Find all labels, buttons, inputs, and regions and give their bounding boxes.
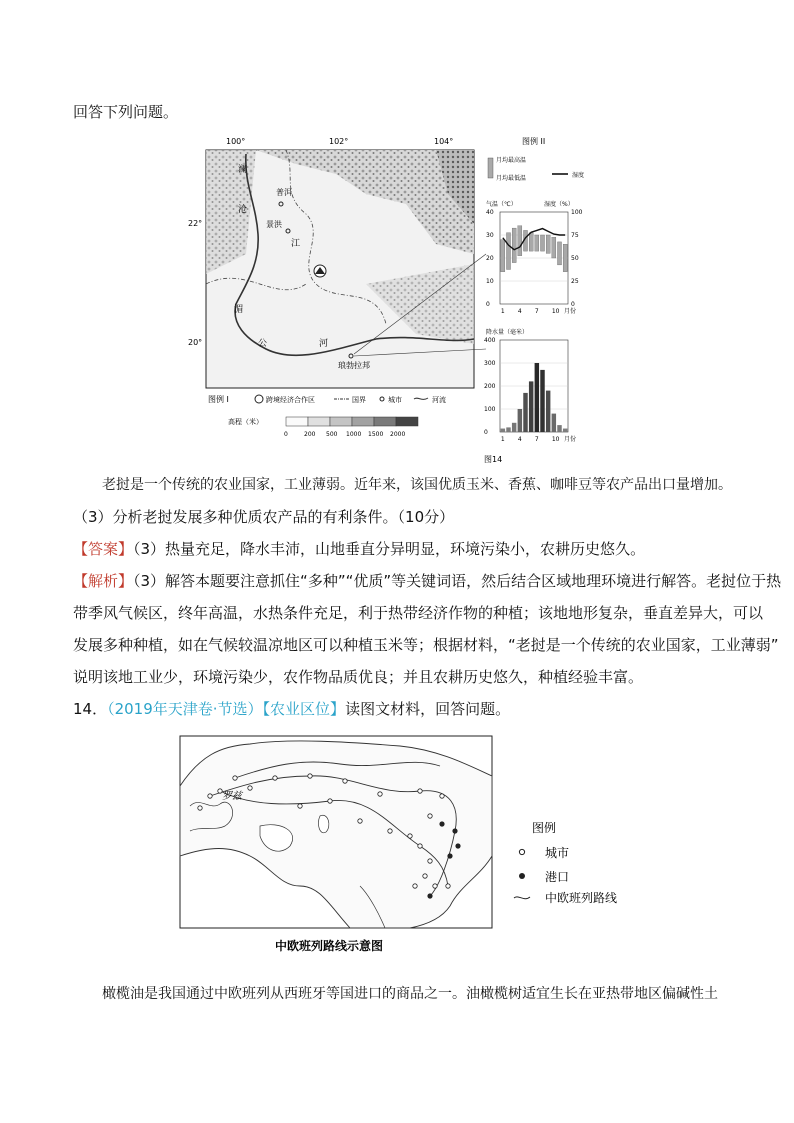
x-tick: 10 xyxy=(551,308,560,315)
temp-range-bar xyxy=(540,235,544,251)
legend1-item: 河流 xyxy=(432,396,446,404)
city-label: 普洱 xyxy=(276,188,292,197)
elevation-label: 高程（米） xyxy=(228,418,263,426)
legend-item: 港口 xyxy=(545,870,570,884)
elevation-tick: 1500 xyxy=(368,431,384,438)
precip-bar xyxy=(563,429,567,432)
x-tick: 7 xyxy=(534,436,539,443)
analysis-line: 带季风气候区，终年高温，水热条件充足，利于热带经济作物的种植；该地地形复杂，垂直差异大，可以 xyxy=(73,604,764,622)
temp-range-bar xyxy=(552,237,556,258)
city-dot xyxy=(413,884,417,888)
y-tick-right: 100 xyxy=(571,209,583,216)
y-tick-right: 0 xyxy=(571,301,575,308)
y-tick: 100 xyxy=(484,406,496,413)
x-tick: 4 xyxy=(517,308,522,315)
x-unit: 月份 xyxy=(564,308,577,315)
x-tick: 10 xyxy=(551,436,560,443)
port-dot xyxy=(439,821,444,826)
y-tick-right: 25 xyxy=(571,278,579,285)
port-dot xyxy=(452,828,457,833)
city-dot xyxy=(408,834,412,838)
map-label: 河 xyxy=(319,339,329,349)
question-tag: 【农业区位】 xyxy=(262,700,346,718)
y-tick-right: 75 xyxy=(571,232,579,239)
china-europe-railway-map xyxy=(180,736,618,960)
precip-bar xyxy=(557,425,561,432)
city-dot xyxy=(428,814,432,818)
city-dot xyxy=(358,819,362,823)
x-tick: 4 xyxy=(517,436,522,443)
city-dot xyxy=(433,884,437,888)
precip-bar xyxy=(518,409,522,432)
city-dot xyxy=(343,779,347,783)
city-dot xyxy=(380,397,384,401)
elevation-tick: 500 xyxy=(326,431,338,438)
map-label: 沧 xyxy=(238,205,248,215)
legend1-item: 跨境经济合作区 xyxy=(266,396,315,404)
figure-14-map xyxy=(186,134,486,452)
y-tick: 400 xyxy=(484,337,496,344)
y-tick-left: 0 xyxy=(486,301,490,308)
city-dot xyxy=(328,799,332,803)
city-dot xyxy=(418,789,422,793)
humidity-axis-label: 湿度（%） xyxy=(544,201,574,208)
map-label: 湄 xyxy=(234,305,244,315)
city-dot xyxy=(418,844,422,848)
city-dot xyxy=(198,806,202,810)
precip-axis-label: 降水量（毫米） xyxy=(486,329,529,336)
city-dot xyxy=(273,776,277,780)
precip-bar xyxy=(506,427,510,432)
legend2-title: 图例 II xyxy=(522,137,546,146)
elevation-tick: 0 xyxy=(284,431,288,438)
city-dot xyxy=(446,884,450,888)
temp-range-bar xyxy=(512,228,516,263)
precip-bar xyxy=(523,393,527,432)
precip-bar xyxy=(535,363,539,432)
precip-bar xyxy=(546,391,550,432)
analysis-line xyxy=(73,570,781,592)
city-label: 罗兹 xyxy=(222,791,242,802)
legend2-item: 湿度 xyxy=(572,172,585,179)
analysis-line: 说明该地工业少，环境污染少，农作物品质优良；并且农耕历史悠久，种植经验丰富。 xyxy=(73,668,644,686)
temp-range-bar xyxy=(546,235,550,253)
sea-area xyxy=(318,815,328,833)
legend1-title: 图例 I xyxy=(208,395,229,404)
lon-label: 100° xyxy=(226,137,246,146)
map-caption: 中欧班列路线示意图 xyxy=(275,939,384,953)
elevation-tick: 1000 xyxy=(346,431,362,438)
x-tick: 1 xyxy=(500,308,505,315)
material-paragraph: 橄榄油是我国通过中欧班列从西班牙等国进口的商品之一。油橄榄树适宜生长在亚热带地区偏碱性土 xyxy=(102,986,718,1002)
legend2-item: 月均最低温 xyxy=(496,175,527,182)
city-dot xyxy=(208,794,212,798)
temp-range-bar xyxy=(535,235,539,251)
question-3: （3）分析老挝发展多种优质农产品的有利条件。（10分） xyxy=(73,508,455,526)
y-tick: 0 xyxy=(484,429,488,436)
y-tick: 300 xyxy=(484,360,496,367)
x-unit: 月份 xyxy=(564,436,577,443)
analysis-text: （3）解答本题要注意抓住“多种”“优质”等关键词语，然后结合区域地理环境进行解答。老挝位于热 xyxy=(133,572,782,590)
city-dot xyxy=(378,792,382,796)
elevation-scale xyxy=(286,417,418,426)
port-dot xyxy=(427,893,432,898)
temp-range-bar xyxy=(501,240,505,272)
analysis-tag: 【解析】 xyxy=(73,572,134,590)
x-tick: 7 xyxy=(534,308,539,315)
city-dot xyxy=(388,829,392,833)
y-tick-left: 20 xyxy=(486,255,494,262)
port-dot xyxy=(447,853,452,858)
legend1-item: 国界 xyxy=(352,396,366,404)
y-tick-left: 40 xyxy=(486,209,494,216)
temp-range-bar xyxy=(557,242,561,265)
precip-bar xyxy=(512,423,516,432)
precip-bar xyxy=(501,429,505,432)
precip-bar xyxy=(552,414,556,432)
elevation-tick: 2000 xyxy=(390,431,406,438)
climate-charts xyxy=(482,134,594,464)
legend-title: 图例 xyxy=(532,821,557,835)
legend-item: 中欧班列路线 xyxy=(545,891,618,905)
y-tick-left: 10 xyxy=(486,278,494,285)
city-dot xyxy=(233,776,237,780)
precip-bar xyxy=(540,370,544,432)
temp-axis-label: 气温（℃） xyxy=(486,201,517,208)
y-tick-right: 50 xyxy=(571,255,579,262)
lon-label: 102° xyxy=(329,137,349,146)
port-dot xyxy=(519,873,525,879)
analysis-line: 发展多种种植，如在气候较温凉地区可以种植玉米等；根据材料，“老挝是一个传统的农业国家，工业薄弱” xyxy=(73,636,779,654)
temp-range-bar xyxy=(518,226,522,256)
material-paragraph: 老挝是一个传统的农业国家，工业薄弱。近年来，该国优质玉米、香蕉、咖啡豆等农产品出口量增加。 xyxy=(102,477,732,493)
question-text: 读图文材料，回答问题。 xyxy=(345,700,511,718)
map-label: 江 xyxy=(291,239,301,249)
temp-range-bar xyxy=(529,233,533,251)
legend-item: 城市 xyxy=(545,846,570,860)
cooperation-zone-icon xyxy=(255,395,263,403)
city-dot xyxy=(428,859,432,863)
map-label: 公 xyxy=(258,339,268,349)
map-label: 澜 xyxy=(238,165,248,175)
city-dot xyxy=(308,774,312,778)
y-tick: 200 xyxy=(484,383,496,390)
city-dot xyxy=(248,786,252,790)
intro-text: 回答下列问题。 xyxy=(73,103,179,121)
x-tick: 1 xyxy=(500,436,505,443)
elevation-tick: 200 xyxy=(304,431,316,438)
city-dot xyxy=(519,849,524,854)
city-dot xyxy=(298,804,302,808)
question-number: 14． xyxy=(73,700,108,718)
city-dot xyxy=(440,794,444,798)
answer-tag: 【答案】 xyxy=(73,540,134,558)
temp-range-bar xyxy=(506,233,510,270)
y-tick-left: 30 xyxy=(486,232,494,239)
temp-range-bar xyxy=(563,244,567,272)
city-dot xyxy=(423,874,427,878)
answer-text: （3）热量充足，降水丰沛，山地垂直分异明显，环境污染小，农耕历史悠久。 xyxy=(133,540,646,558)
legend2-item: 月均最高温 xyxy=(496,157,527,164)
legend1-item: 城市 xyxy=(388,396,402,404)
figure-caption: 图14 xyxy=(484,455,503,464)
question-source: （2019年天津卷·节选） xyxy=(107,700,263,718)
city-label: 琅勃拉邦 xyxy=(338,361,370,370)
lat-label: 20° xyxy=(188,338,203,347)
city-label: 景洪 xyxy=(266,220,282,229)
port-dot xyxy=(455,843,460,848)
lat-label: 22° xyxy=(188,219,203,228)
precip-bar xyxy=(529,381,533,432)
lon-label: 104° xyxy=(434,137,454,146)
question-14 xyxy=(73,698,510,720)
answer-line xyxy=(73,538,645,560)
